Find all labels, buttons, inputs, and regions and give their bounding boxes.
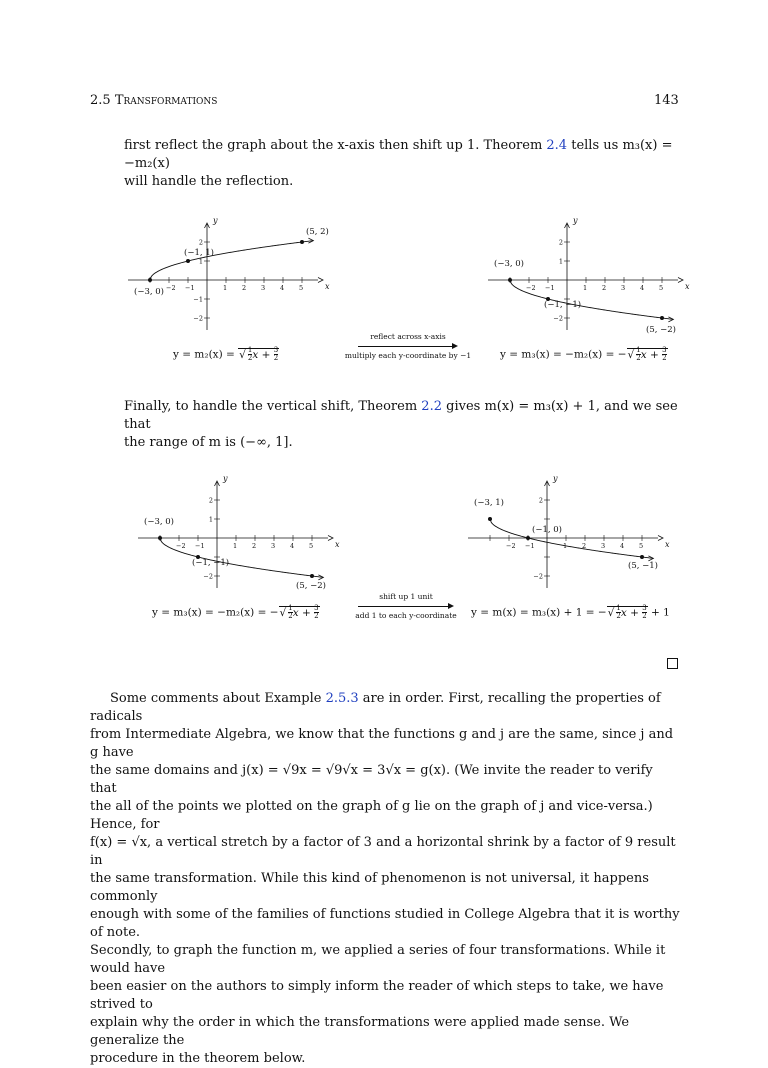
middle-line-2: the range of m is (−∞, 1]. (124, 435, 293, 450)
y-tick-label: 2 (538, 496, 543, 505)
x-axis-label: x (325, 282, 330, 291)
y-tick-label: 2 (208, 496, 213, 505)
x-tick-label: −2 (526, 284, 536, 292)
shift-arrow-label: shift up 1 unit (379, 592, 433, 601)
x-tick-label: 1 (233, 542, 238, 550)
data-point (660, 316, 664, 320)
comments-line: the all of the points we plotted on the graph of g lie on the graph of j and vice-versa.) Hence, for (90, 799, 653, 832)
x-tick-label: −1 (525, 542, 535, 550)
x-tick-label: 5 (309, 542, 314, 550)
theorem-link[interactable]: 2.2 (421, 399, 442, 414)
page-number: 143 (654, 93, 679, 108)
graph-m3-bottom (130, 468, 345, 593)
graph-m3-top (480, 210, 695, 335)
comments-line: explain why the order in which the transformations were applied made sense. We generalize the (90, 1015, 630, 1048)
comments-paragraph (90, 690, 680, 1068)
function-curve (150, 238, 313, 280)
x-axis-label: x (665, 540, 670, 549)
y-tick-label: −2 (203, 572, 213, 581)
y-tick-label: 1 (208, 515, 213, 524)
data-point (526, 536, 530, 540)
x-tick-label: 4 (280, 284, 285, 292)
y-tick-label: −2 (553, 314, 563, 323)
intro-line-2: will handle the reflection. (124, 174, 294, 189)
data-point (508, 278, 512, 282)
x-tick-label: −1 (185, 284, 195, 292)
right-arrow-icon (358, 603, 454, 609)
x-tick-label: 3 (601, 542, 606, 550)
caption-m: y = m(x) = m₃(x) + 1 = −√ $\frac{1}{2}$ x + $\frac{3}{2}$ + 1 (471, 604, 670, 620)
data-point (488, 517, 492, 521)
data-point-label: (−1, −1) (544, 300, 582, 310)
y-tick-label: 2 (198, 238, 203, 247)
qed-box-icon (667, 658, 678, 669)
x-tick-label: 4 (290, 542, 295, 550)
data-point (186, 259, 190, 263)
reflect-arrow-sublabel: multiply each y-coordinate by −1 (344, 351, 472, 360)
graph-m2 (120, 210, 335, 335)
section-number: 2.5 (90, 93, 111, 108)
comments-line: the same transformation. While this kind of phenomenon is not universal, it happens commonly (90, 871, 649, 904)
data-point (158, 536, 162, 540)
caption-m2: y = m₂(x) = √ $\frac{1}{2}$ x + $\frac{3}{2}$ (173, 346, 279, 362)
x-axis-arrow-icon (678, 278, 683, 283)
comments-line: procedure in the theorem below. (90, 1051, 306, 1066)
y-tick-label: −2 (533, 572, 543, 581)
data-point-label: (−1, −1) (192, 558, 230, 568)
y-axis-label: y (553, 474, 558, 483)
x-tick-label: −1 (545, 284, 555, 292)
theorem-link[interactable]: 2.4 (546, 138, 568, 153)
x-axis-arrow-icon (658, 536, 663, 541)
reflect-arrow-label: reflect across x-axis (370, 332, 446, 341)
data-point (148, 278, 152, 282)
x-tick-label: −1 (195, 542, 205, 550)
y-tick-label: 1 (558, 257, 563, 266)
x-tick-label: 5 (659, 284, 664, 292)
y-axis-label: y (213, 216, 218, 225)
x-tick-label: 5 (299, 284, 304, 292)
comments-line: from Intermediate Algebra, we know that the functions g and j are the same, since j and g have (90, 727, 674, 760)
data-point-label: (−3, 0) (134, 287, 164, 297)
x-tick-label: 2 (582, 542, 587, 550)
function-curve (490, 519, 653, 558)
data-point-label: (−1, 1) (184, 248, 214, 258)
comments-line: f(x) = √x, a vertical stretch by a factor of 3 and a horizontal shrink by a factor of 9 result in (90, 835, 676, 868)
x-tick-label: 1 (563, 542, 568, 550)
data-point (310, 574, 314, 578)
x-tick-label: −2 (166, 284, 176, 292)
data-point-label: (−3, 1) (474, 498, 504, 508)
data-point-label: (5, −1) (628, 561, 658, 571)
caption-m3-top: y = m₃(x) = −m₂(x) = −√ $\frac{1}{2}$ x + $\frac{3}{2}$ (500, 346, 667, 362)
x-axis-label: x (335, 540, 340, 549)
middle-paragraph (124, 398, 684, 452)
right-arrow-icon (358, 343, 458, 349)
x-tick-label: 3 (261, 284, 266, 292)
reflect-arrow (338, 332, 478, 361)
x-tick-label: 2 (242, 284, 247, 292)
x-tick-label: 3 (271, 542, 276, 550)
x-tick-label: 1 (223, 284, 228, 292)
data-point-label: (−3, 0) (144, 517, 174, 527)
caption-m3-bottom: y = m₃(x) = −m₂(x) = −√ $\frac{1}{2}$ x + $\frac{3}{2}$ (152, 604, 319, 620)
data-point (300, 240, 304, 244)
y-tick-label: 2 (558, 238, 563, 247)
section-title: Transformations (114, 93, 218, 108)
running-header (90, 93, 217, 108)
x-tick-label: 4 (620, 542, 625, 550)
graph-m (460, 468, 675, 593)
x-axis-label: x (685, 282, 690, 291)
y-axis-label: y (223, 474, 228, 483)
shift-arrow-sublabel: add 1 to each y-coordinate (355, 611, 457, 620)
data-point-label: (−1, 0) (532, 525, 562, 535)
middle-line-1: Finally, to handle the vertical shift, Theorem 2.2 gives m(x) = m₃(x) + 1, and we see that (124, 399, 678, 432)
data-point-label: (5, −2) (296, 581, 326, 591)
example-link[interactable]: 2.5.3 (325, 691, 359, 706)
x-tick-label: 5 (639, 542, 644, 550)
x-tick-label: 2 (602, 284, 607, 292)
y-tick-label: −1 (193, 295, 203, 304)
y-tick-label: −2 (193, 314, 203, 323)
comments-line: Secondly, to graph the function m, we applied a series of four transformations. While it would have (90, 943, 666, 976)
comments-line: enough with some of the families of functions studied in College Algebra that it is worthy of note. (90, 907, 680, 940)
data-point-label: (5, −2) (646, 325, 676, 335)
comments-line: the same domains and j(x) = √9x = √9√x = 3√x = g(x). (We invite the reader to verify that (90, 763, 653, 796)
comments-line: Some comments about Example 2.5.3 are in order. First, recalling the properties of radicals (90, 691, 661, 724)
x-tick-label: −2 (176, 542, 186, 550)
data-point-label: (5, 2) (306, 227, 329, 237)
x-tick-label: 1 (583, 284, 588, 292)
data-point (640, 555, 644, 559)
x-tick-label: 4 (640, 284, 645, 292)
y-axis-label: y (573, 216, 578, 225)
x-axis-arrow-icon (318, 278, 323, 283)
x-tick-label: −2 (506, 542, 516, 550)
shift-arrow (345, 592, 467, 621)
intro-paragraph (124, 137, 684, 191)
intro-line-1: first reflect the graph about the x-axis then shift up 1. Theorem 2.4 tells us m₃(x) = −m₂(x) (124, 138, 673, 171)
data-point-label: (−3, 0) (494, 259, 524, 269)
y-tick-label: 1 (198, 257, 203, 266)
comments-line: been easier on the authors to simply inform the reader of which steps to take, we have strived to (90, 979, 664, 1012)
x-axis-arrow-icon (328, 536, 333, 541)
x-tick-label: 2 (252, 542, 257, 550)
x-tick-label: 3 (621, 284, 626, 292)
